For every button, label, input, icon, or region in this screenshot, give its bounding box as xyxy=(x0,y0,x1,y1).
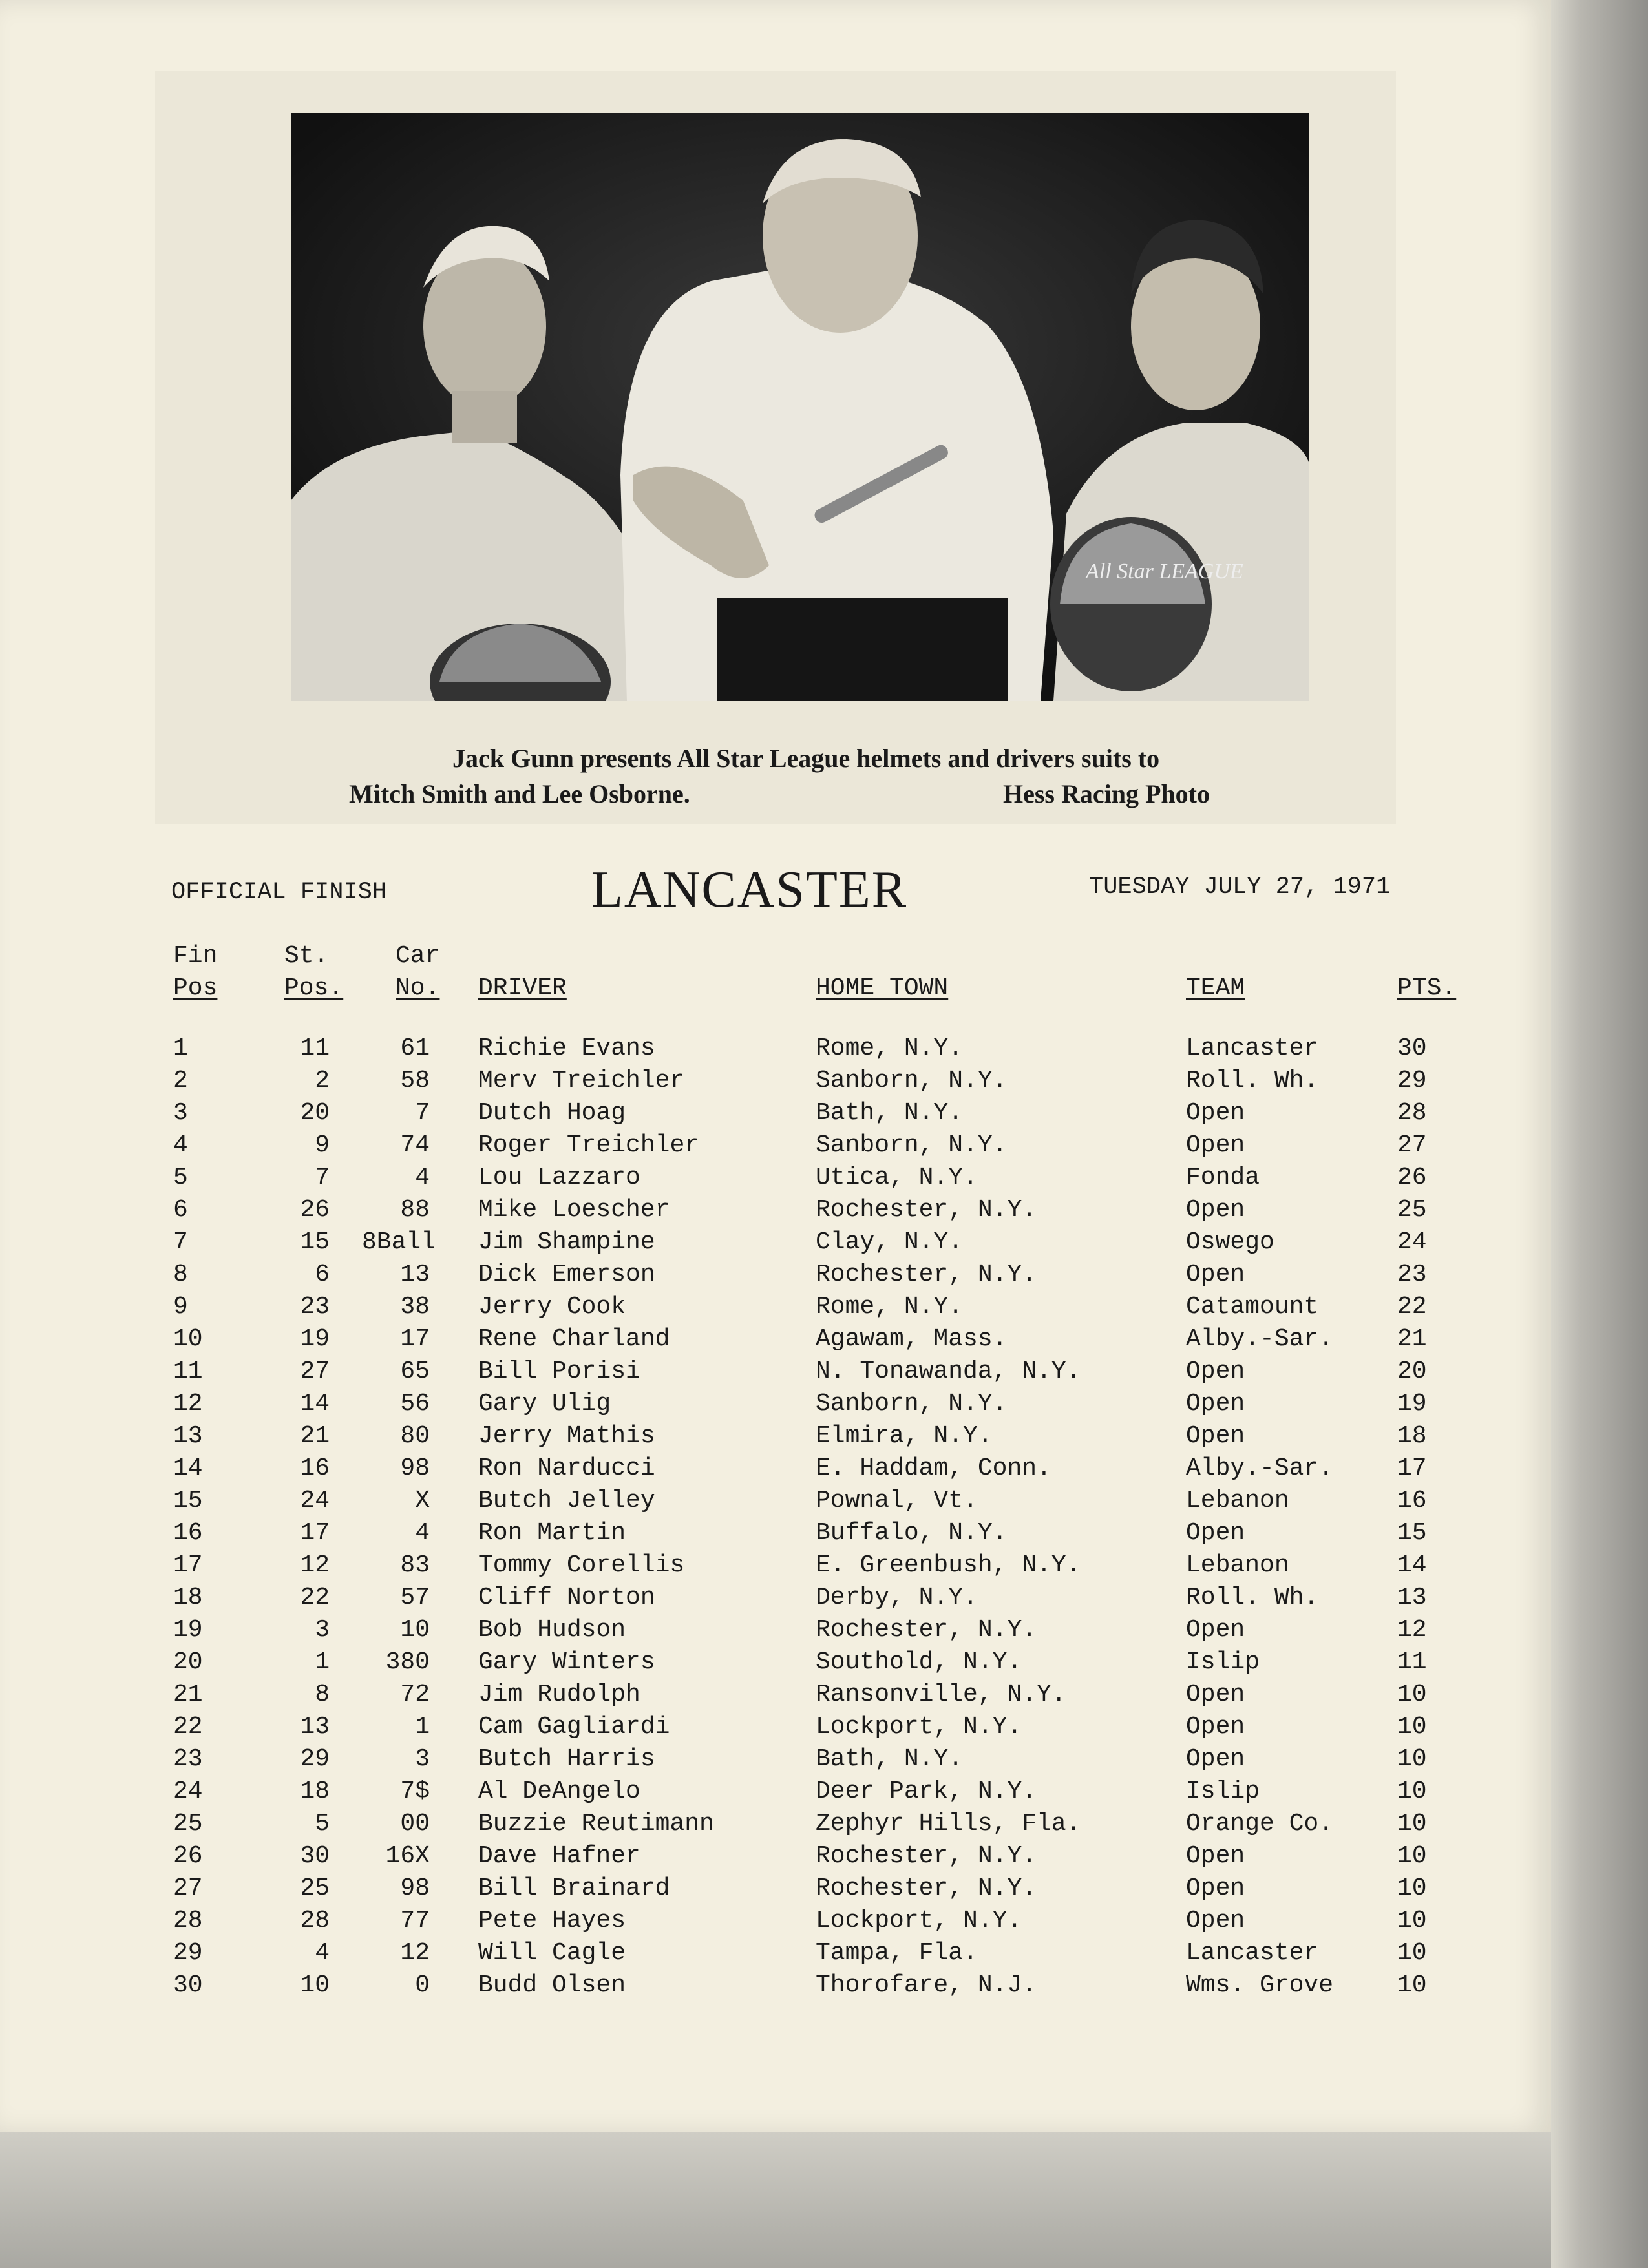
team-name: Islip xyxy=(1186,1778,1260,1805)
points: 10 xyxy=(1397,1745,1427,1773)
points: 27 xyxy=(1397,1131,1427,1159)
driver-name: Butch Harris xyxy=(478,1745,655,1773)
col-header-home-town-label: HOME TOWN xyxy=(816,974,949,1002)
start-position: 15 xyxy=(300,1228,330,1256)
driver-name: Tommy Corellis xyxy=(478,1551,685,1579)
table-row xyxy=(0,1226,1551,1259)
driver-name: Cliff Norton xyxy=(478,1584,655,1612)
finish-position: 29 xyxy=(173,1939,203,1967)
points: 30 xyxy=(1397,1034,1427,1062)
car-number: 380 xyxy=(385,1648,430,1676)
col-header-driver xyxy=(478,972,567,1005)
home-town: E. Greenbush, N.Y. xyxy=(816,1551,1081,1579)
col-header-points xyxy=(1397,972,1456,1005)
finish-position: 19 xyxy=(173,1616,203,1644)
driver-name: Cam Gagliardi xyxy=(478,1713,670,1741)
background-surface xyxy=(0,2132,1551,2268)
team-name: Lancaster xyxy=(1186,1939,1319,1967)
points: 17 xyxy=(1397,1454,1427,1482)
home-town: Southold, N.Y. xyxy=(816,1648,1022,1676)
driver-name: Al DeAngelo xyxy=(478,1778,640,1805)
table-row xyxy=(0,1776,1551,1808)
home-town: Lockport, N.Y. xyxy=(816,1907,1022,1935)
points: 18 xyxy=(1397,1422,1427,1450)
driver-name: Jim Rudolph xyxy=(478,1681,640,1708)
home-town: Bath, N.Y. xyxy=(816,1745,964,1773)
home-town: Rochester, N.Y. xyxy=(816,1616,1037,1644)
car-number: 7$ xyxy=(400,1778,430,1805)
home-town: Rome, N.Y. xyxy=(816,1034,964,1062)
col-header-st-line1: St. xyxy=(284,942,329,970)
driver-name: Budd Olsen xyxy=(478,1971,626,1999)
team-name: Catamount xyxy=(1186,1293,1319,1321)
col-header-fin-pos xyxy=(173,940,217,1005)
team-name: Oswego xyxy=(1186,1228,1274,1256)
car-number: 83 xyxy=(400,1551,430,1579)
table-row xyxy=(0,1162,1551,1194)
team-name: Open xyxy=(1186,1131,1245,1159)
car-number: 98 xyxy=(400,1874,430,1902)
points: 21 xyxy=(1397,1325,1427,1353)
table-row xyxy=(0,1808,1551,1840)
finish-position: 18 xyxy=(173,1584,203,1612)
table-row xyxy=(0,1194,1551,1226)
points: 10 xyxy=(1397,1907,1427,1935)
team-name: Open xyxy=(1186,1907,1245,1935)
points: 28 xyxy=(1397,1099,1427,1127)
points: 10 xyxy=(1397,1713,1427,1741)
start-position: 3 xyxy=(315,1616,330,1644)
col-header-fin-line2: Pos xyxy=(173,974,218,1002)
driver-name: Roger Treichler xyxy=(478,1131,700,1159)
start-position: 2 xyxy=(315,1067,330,1095)
team-name: Open xyxy=(1186,1874,1245,1902)
home-town: Rochester, N.Y. xyxy=(816,1261,1037,1288)
team-name: Islip xyxy=(1186,1648,1260,1676)
col-header-driver-label: DRIVER xyxy=(478,974,567,1002)
points: 12 xyxy=(1397,1616,1427,1644)
finish-position: 25 xyxy=(173,1810,203,1838)
points: 10 xyxy=(1397,1681,1427,1708)
start-position: 23 xyxy=(300,1293,330,1321)
start-position: 13 xyxy=(300,1713,330,1741)
start-position: 21 xyxy=(300,1422,330,1450)
home-town: Lockport, N.Y. xyxy=(816,1713,1022,1741)
car-number: 74 xyxy=(400,1131,430,1159)
finish-position: 10 xyxy=(173,1325,203,1353)
table-row xyxy=(0,1291,1551,1323)
start-position: 30 xyxy=(300,1842,330,1870)
points: 23 xyxy=(1397,1261,1427,1288)
finish-position: 9 xyxy=(173,1293,188,1321)
start-position: 12 xyxy=(300,1551,330,1579)
home-town: Rome, N.Y. xyxy=(816,1293,964,1321)
points: 14 xyxy=(1397,1551,1427,1579)
team-name: Open xyxy=(1186,1713,1245,1741)
finish-position: 24 xyxy=(173,1778,203,1805)
points: 20 xyxy=(1397,1358,1427,1385)
table-row xyxy=(0,1323,1551,1356)
race-date: TUESDAY JULY 27, 1971 xyxy=(1089,874,1391,901)
start-position: 4 xyxy=(315,1939,330,1967)
driver-name: Jerry Cook xyxy=(478,1293,626,1321)
home-town: Buffalo, N.Y. xyxy=(816,1519,1008,1547)
home-town: Pownal, Vt. xyxy=(816,1487,978,1515)
team-name: Lebanon xyxy=(1186,1487,1289,1515)
points: 22 xyxy=(1397,1293,1427,1321)
home-town: Rochester, N.Y. xyxy=(816,1842,1037,1870)
finish-position: 16 xyxy=(173,1519,203,1547)
table-row xyxy=(0,1356,1551,1388)
team-name: Open xyxy=(1186,1681,1245,1708)
team-name: Wms. Grove xyxy=(1186,1971,1334,1999)
car-number: 77 xyxy=(400,1907,430,1935)
points: 10 xyxy=(1397,1874,1427,1902)
car-number: 4 xyxy=(415,1164,430,1192)
start-position: 25 xyxy=(300,1874,330,1902)
start-position: 14 xyxy=(300,1390,330,1418)
team-name: Open xyxy=(1186,1390,1245,1418)
results-table xyxy=(0,1033,1551,2002)
team-name: Roll. Wh. xyxy=(1186,1584,1319,1612)
binding-edge xyxy=(1551,0,1648,2268)
home-town: N. Tonawanda, N.Y. xyxy=(816,1358,1081,1385)
team-name: Open xyxy=(1186,1745,1245,1773)
points: 10 xyxy=(1397,1842,1427,1870)
car-number: 88 xyxy=(400,1196,430,1224)
car-number: 4 xyxy=(415,1519,430,1547)
col-header-car-line1: Car xyxy=(396,942,440,970)
table-row xyxy=(0,1840,1551,1873)
car-number: 10 xyxy=(400,1616,430,1644)
start-position: 18 xyxy=(300,1778,330,1805)
home-town: Bath, N.Y. xyxy=(816,1099,964,1127)
driver-name: Bob Hudson xyxy=(478,1616,626,1644)
car-number: 1 xyxy=(415,1713,430,1741)
car-number: 80 xyxy=(400,1422,430,1450)
home-town: Agawam, Mass. xyxy=(816,1325,1008,1353)
points: 11 xyxy=(1397,1648,1427,1676)
finish-position: 27 xyxy=(173,1874,203,1902)
driver-name: Jerry Mathis xyxy=(478,1422,655,1450)
home-town: Derby, N.Y. xyxy=(816,1584,978,1612)
table-row xyxy=(0,1937,1551,1969)
table-row xyxy=(0,1905,1551,1937)
points: 15 xyxy=(1397,1519,1427,1547)
start-position: 22 xyxy=(300,1584,330,1612)
col-header-fin-line1: Fin xyxy=(173,942,218,970)
home-town: Clay, N.Y. xyxy=(816,1228,964,1256)
driver-name: Mike Loescher xyxy=(478,1196,670,1224)
home-town: Rochester, N.Y. xyxy=(816,1196,1037,1224)
photo-credit: Hess Racing Photo xyxy=(1003,779,1210,808)
car-number: 57 xyxy=(400,1584,430,1612)
table-row xyxy=(0,1873,1551,1905)
start-position: 28 xyxy=(300,1907,330,1935)
home-town: Sanborn, N.Y. xyxy=(816,1390,1008,1418)
col-header-points-label: PTS. xyxy=(1397,974,1457,1002)
team-name: Alby.-Sar. xyxy=(1186,1325,1334,1353)
start-position: 1 xyxy=(315,1648,330,1676)
finish-position: 13 xyxy=(173,1422,203,1450)
home-town: Utica, N.Y. xyxy=(816,1164,978,1192)
finish-position: 17 xyxy=(173,1551,203,1579)
start-position: 27 xyxy=(300,1358,330,1385)
driver-name: Jim Shampine xyxy=(478,1228,655,1256)
start-position: 16 xyxy=(300,1454,330,1482)
finish-position: 6 xyxy=(173,1196,188,1224)
start-position: 11 xyxy=(300,1034,330,1062)
table-row xyxy=(0,1679,1551,1711)
finish-position: 1 xyxy=(173,1034,188,1062)
page-title: LANCASTER xyxy=(591,861,908,918)
home-town: Elmira, N.Y. xyxy=(816,1422,993,1450)
finish-position: 5 xyxy=(173,1164,188,1192)
finish-position: 8 xyxy=(173,1261,188,1288)
home-town: Sanborn, N.Y. xyxy=(816,1067,1008,1095)
finish-position: 3 xyxy=(173,1099,188,1127)
points: 10 xyxy=(1397,1971,1427,1999)
col-header-car-no xyxy=(396,940,439,1005)
driver-name: Richie Evans xyxy=(478,1034,655,1062)
driver-name: Rene Charland xyxy=(478,1325,670,1353)
col-header-st-line2: Pos. xyxy=(284,974,344,1002)
finish-position: 30 xyxy=(173,1971,203,1999)
points: 10 xyxy=(1397,1778,1427,1805)
table-row xyxy=(0,1582,1551,1614)
points: 10 xyxy=(1397,1810,1427,1838)
points: 24 xyxy=(1397,1228,1427,1256)
finish-position: 23 xyxy=(173,1745,203,1773)
car-number: 17 xyxy=(400,1325,430,1353)
table-row xyxy=(0,1065,1551,1097)
start-position: 24 xyxy=(300,1487,330,1515)
table-row xyxy=(0,1420,1551,1453)
finish-position: 7 xyxy=(173,1228,188,1256)
driver-name: Buzzie Reutimann xyxy=(478,1810,714,1838)
col-header-team xyxy=(1186,972,1245,1005)
finish-position: 21 xyxy=(173,1681,203,1708)
car-number: 12 xyxy=(400,1939,430,1967)
car-number: 00 xyxy=(400,1810,430,1838)
points: 25 xyxy=(1397,1196,1427,1224)
press-photo xyxy=(291,113,1309,701)
car-number: 98 xyxy=(400,1454,430,1482)
start-position: 20 xyxy=(300,1099,330,1127)
start-position: 19 xyxy=(300,1325,330,1353)
team-name: Open xyxy=(1186,1616,1245,1644)
table-row xyxy=(0,1614,1551,1646)
driver-name: Bill Porisi xyxy=(478,1358,640,1385)
team-name: Orange Co. xyxy=(1186,1810,1334,1838)
start-position: 8 xyxy=(315,1681,330,1708)
finish-position: 15 xyxy=(173,1487,203,1515)
team-name: Lebanon xyxy=(1186,1551,1289,1579)
table-row xyxy=(0,1129,1551,1162)
team-name: Fonda xyxy=(1186,1164,1260,1192)
team-name: Open xyxy=(1186,1422,1245,1450)
table-row xyxy=(0,1646,1551,1679)
table-row xyxy=(0,1711,1551,1743)
team-name: Alby.-Sar. xyxy=(1186,1454,1334,1482)
car-number: 7 xyxy=(415,1099,430,1127)
finish-position: 11 xyxy=(173,1358,203,1385)
official-finish-label: OFFICIAL FINISH xyxy=(171,879,387,906)
car-number: 38 xyxy=(400,1293,430,1321)
home-town: Zephyr Hills, Fla. xyxy=(816,1810,1081,1838)
driver-name: Ron Martin xyxy=(478,1519,626,1547)
car-number: 65 xyxy=(400,1358,430,1385)
team-name: Open xyxy=(1186,1519,1245,1547)
table-row xyxy=(0,1033,1551,1065)
home-town: E. Haddam, Conn. xyxy=(816,1454,1051,1482)
car-number: 13 xyxy=(400,1261,430,1288)
table-row xyxy=(0,1743,1551,1776)
team-name: Open xyxy=(1186,1358,1245,1385)
driver-name: Pete Hayes xyxy=(478,1907,626,1935)
col-header-home-town xyxy=(816,972,948,1005)
table-row xyxy=(0,1517,1551,1549)
finish-position: 26 xyxy=(173,1842,203,1870)
finish-position: 20 xyxy=(173,1648,203,1676)
photo-caption-line1: Jack Gunn presents All Star League helmets and drivers suits to xyxy=(452,744,1160,773)
photo-image xyxy=(291,113,1309,701)
driver-name: Ron Narducci xyxy=(478,1454,655,1482)
table-row xyxy=(0,1259,1551,1291)
col-header-start-pos xyxy=(284,940,343,1005)
photo-caption-names: Mitch Smith and Lee Osborne. xyxy=(349,779,690,808)
home-town: Tampa, Fla. xyxy=(816,1939,978,1967)
col-header-team-label: TEAM xyxy=(1186,974,1245,1002)
finish-position: 12 xyxy=(173,1390,203,1418)
car-number: 0 xyxy=(415,1971,430,1999)
start-position: 6 xyxy=(315,1261,330,1288)
team-name: Open xyxy=(1186,1196,1245,1224)
start-position: 29 xyxy=(300,1745,330,1773)
start-position: 5 xyxy=(315,1810,330,1838)
finish-position: 28 xyxy=(173,1907,203,1935)
team-name: Open xyxy=(1186,1842,1245,1870)
helmet-lettering: All Star LEAGUE xyxy=(1086,560,1243,583)
table-row xyxy=(0,1969,1551,2002)
driver-name: Gary Ulig xyxy=(478,1390,611,1418)
car-number: 56 xyxy=(400,1390,430,1418)
car-number: 8Ball xyxy=(362,1228,436,1256)
col-header-car-line2: No. xyxy=(396,974,440,1002)
driver-name: Will Cagle xyxy=(478,1939,626,1967)
finish-position: 22 xyxy=(173,1713,203,1741)
points: 16 xyxy=(1397,1487,1427,1515)
team-name: Open xyxy=(1186,1261,1245,1288)
finish-position: 4 xyxy=(173,1131,188,1159)
driver-name: Dick Emerson xyxy=(478,1261,655,1288)
points: 13 xyxy=(1397,1584,1427,1612)
start-position: 7 xyxy=(315,1164,330,1192)
table-row xyxy=(0,1549,1551,1582)
home-town: Rochester, N.Y. xyxy=(816,1874,1037,1902)
car-number: 61 xyxy=(400,1034,430,1062)
team-name: Lancaster xyxy=(1186,1034,1319,1062)
car-number: 58 xyxy=(400,1067,430,1095)
home-town: Thorofare, N.J. xyxy=(816,1971,1037,1999)
start-position: 26 xyxy=(300,1196,330,1224)
team-name: Roll. Wh. xyxy=(1186,1067,1319,1095)
car-number: 3 xyxy=(415,1745,430,1773)
home-town: Sanborn, N.Y. xyxy=(816,1131,1008,1159)
home-town: Deer Park, N.Y. xyxy=(816,1778,1037,1805)
start-position: 17 xyxy=(300,1519,330,1547)
driver-name: Dutch Hoag xyxy=(478,1099,626,1127)
car-number: X xyxy=(415,1487,430,1515)
home-town: Ransonville, N.Y. xyxy=(816,1681,1066,1708)
finish-position: 2 xyxy=(173,1067,188,1095)
car-number: 16X xyxy=(385,1842,430,1870)
table-row xyxy=(0,1453,1551,1485)
team-name: Open xyxy=(1186,1099,1245,1127)
table-row xyxy=(0,1097,1551,1129)
driver-name: Merv Treichler xyxy=(478,1067,685,1095)
start-position: 9 xyxy=(315,1131,330,1159)
points: 29 xyxy=(1397,1067,1427,1095)
driver-name: Bill Brainard xyxy=(478,1874,670,1902)
points: 26 xyxy=(1397,1164,1427,1192)
points: 19 xyxy=(1397,1390,1427,1418)
driver-name: Lou Lazzaro xyxy=(478,1164,640,1192)
points: 10 xyxy=(1397,1939,1427,1967)
finish-position: 14 xyxy=(173,1454,203,1482)
driver-name: Gary Winters xyxy=(478,1648,655,1676)
car-number: 72 xyxy=(400,1681,430,1708)
start-position: 10 xyxy=(300,1971,330,1999)
driver-name: Dave Hafner xyxy=(478,1842,640,1870)
table-row xyxy=(0,1388,1551,1420)
photo-caption-line2 xyxy=(349,779,1254,809)
table-row xyxy=(0,1485,1551,1517)
driver-name: Butch Jelley xyxy=(478,1487,655,1515)
